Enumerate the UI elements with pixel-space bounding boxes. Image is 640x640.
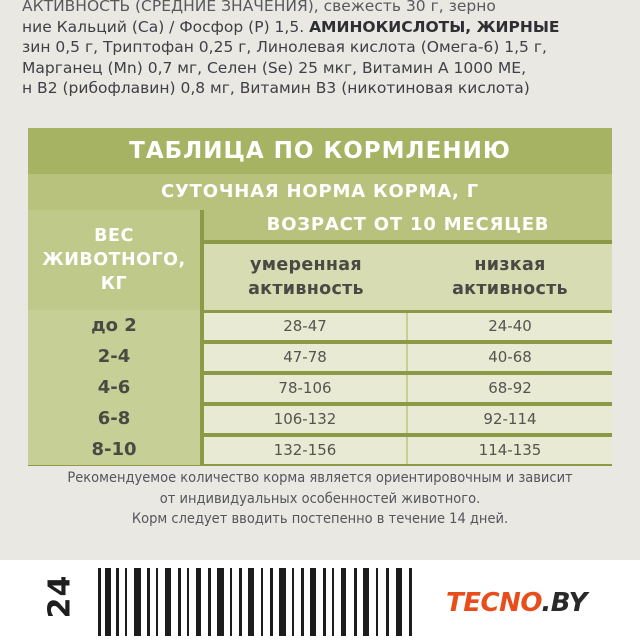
barcode-bar — [363, 568, 369, 636]
weight-cell: до 2 — [28, 310, 200, 341]
barcode-bar — [178, 568, 181, 636]
table-row — [28, 403, 612, 434]
barcode-bar — [396, 568, 402, 636]
barcode-bar — [386, 568, 389, 636]
table-row — [28, 434, 612, 465]
barcode-bar — [323, 568, 326, 636]
barcode-bar — [376, 568, 378, 636]
barcode-bar — [125, 568, 127, 636]
barcode-bar — [105, 568, 111, 636]
weight-cell: 2-4 — [28, 341, 200, 372]
moderate-cell: 132-156 — [204, 437, 408, 464]
barcode-bar — [165, 568, 171, 636]
weight-cell: 8-10 — [28, 434, 200, 465]
table-row — [28, 310, 612, 341]
page-number: 24 — [42, 574, 78, 618]
low-cell: 92-114 — [408, 406, 612, 433]
table-rows — [28, 310, 612, 465]
composition-text — [22, 0, 640, 99]
barcode-bar — [292, 568, 294, 636]
moderate-activity-header: умеренная активность — [204, 244, 408, 310]
composition-line: ние Кальций (Ca) / Фосфор (P) 1,5. АМИНОКИСЛОТЫ, ЖИРНЫЕ — [22, 17, 560, 36]
barcode-bar — [270, 568, 273, 636]
composition-line: Марганец (Mn) 0,7 мг, Селен (Se) 25 мкг, Витамин А 1000 МЕ, — [22, 58, 527, 77]
weight-column-header: ВЕС ЖИВОТНОГО, КГ — [28, 210, 200, 310]
table-row — [28, 372, 612, 403]
barcode-bar — [208, 568, 211, 636]
barcode-bar — [134, 568, 141, 636]
barcode-bar — [341, 568, 346, 636]
low-cell: 114-135 — [408, 437, 612, 464]
daily-norm-header: СУТОЧНАЯ НОРМА КОРМА, Г — [28, 174, 612, 210]
barcode-bar — [332, 568, 334, 636]
barcode-bar — [301, 568, 304, 636]
moderate-cell: 106-132 — [204, 406, 408, 433]
barcode-bar — [156, 568, 158, 636]
table-row — [28, 341, 612, 372]
weight-cell: 6-8 — [28, 403, 200, 434]
barcode-bar — [196, 568, 201, 636]
composition-line: зин 0,5 г, Триптофан 0,25 г, Линолевая кислота (Омега-6) 1,5 г, — [22, 38, 547, 56]
low-cell: 40-68 — [408, 344, 612, 371]
barcode-bar — [116, 568, 119, 636]
table-title: ТАБЛИЦА ПО КОРМЛЕНИЮ — [28, 128, 612, 174]
low-cell: 68-92 — [408, 375, 612, 402]
low-cell: 24-40 — [408, 313, 612, 340]
barcode — [98, 568, 418, 636]
barcode-bar — [248, 568, 254, 636]
feeding-note: Рекомендуемое количество корма является ориентировочным и зависит от индивидуальных особенностей животного. Корм следует вводить постепенно в течение 14 дней. — [67, 470, 573, 527]
weight-cell: 4-6 — [28, 372, 200, 403]
barcode-bar — [310, 568, 316, 636]
moderate-cell: 78-106 — [204, 375, 408, 402]
composition-line: АКТИВНОСТЬ (СРЕДНИЕ ЗНАЧЕНИЯ), свежесть 30 г, зерно — [22, 0, 496, 15]
barcode-bar — [261, 568, 263, 636]
barcode-bar — [217, 568, 224, 636]
barcode-bar — [98, 568, 101, 636]
low-activity-header: низкая активность — [408, 244, 612, 310]
barcode-bar — [187, 568, 189, 636]
feeding-table — [28, 128, 612, 466]
tecno-by-logo: TECNO.BY — [446, 588, 587, 618]
age-header: ВОЗРАСТ ОТ 10 МЕСЯЦЕВ — [204, 210, 612, 240]
barcode-bar — [409, 568, 412, 636]
moderate-cell: 28-47 — [204, 313, 408, 340]
barcode-bar — [279, 568, 286, 636]
barcode-bar — [239, 568, 242, 636]
barcode-bar — [230, 568, 232, 636]
barcode-bar — [354, 568, 357, 636]
composition-line: н В2 (рибофлавин) 0,8 мг, Витамин В3 (никотиновая кислота) — [22, 79, 530, 97]
moderate-cell: 47-78 — [204, 344, 408, 371]
barcode-bar — [147, 568, 150, 636]
